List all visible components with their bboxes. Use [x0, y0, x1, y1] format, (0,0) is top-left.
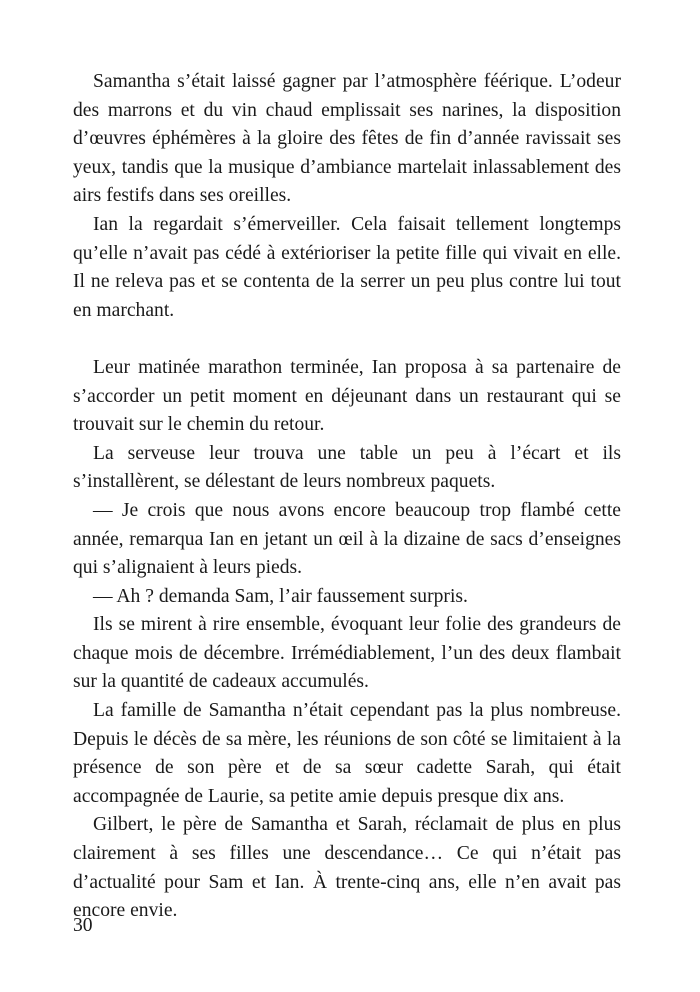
paragraph-laughter: Ils se mirent à rire ensemble, évoquant leur folie des grandeurs de chaque mois de décembre. Irrémédiablement, l’un des deux flambait sur la quantité de cadeaux accumulés.: [73, 614, 621, 693]
paragraph-dialogue-sam: — Ah ? demanda Sam, l’air faussement surpris.: [93, 585, 468, 607]
paragraph-dialogue-ian: — Je crois que nous avons encore beaucoup trop flambé cette année, remarqua Ian en jetant un œil à la dizaine de sacs d’enseignes qui s’alignaient à leurs pieds.: [73, 499, 621, 579]
page-number: 30: [73, 915, 93, 936]
paragraph-lunch-proposal: Leur matinée marathon terminée, Ian proposa à sa partenaire de s’accorder un petit moment en déjeunant dans un restaurant qui se trouvait sur le chemin du retour.: [73, 356, 621, 436]
paragraph-atmosphere: Samantha s’était laissé gagner par l’atmosphère féérique. L’odeur des marrons et du vin chaud emplissait ses narines, la disposition d’œuvres éphémères à la gloire des fêtes de fin d’année ravissait ses yeux, tandis que la musique d’ambiance martelait inlassablement des airs festifs dans ses oreilles.: [73, 71, 621, 207]
paragraph-waitress: La serveuse leur trouva une table un peu à l’écart et ils s’installèrent, se délestant de leurs nombreux paquets.: [73, 442, 621, 493]
paragraph-ian-watching: Ian la regardait s’émerveiller. Cela faisait tellement longtemps qu’elle n’avait pas cédé à extérioriser la petite fille qui vivait en elle. Il ne releva pas et se contenta de la serrer un peu plus contre lui tout en marchant.: [73, 213, 621, 321]
body-text: [73, 68, 621, 926]
paragraph-family: La famille de Samantha n’était cependant pas la plus nombreuse. Depuis le décès de sa mère, les réunions de son côté se limitaient à la présence de son père et de sa sœur cadette Sarah, qui était accompagnée de Laurie, sa petite amie depuis presque dix ans.: [73, 700, 621, 807]
paragraph-gilbert: Gilbert, le père de Samantha et Sarah, réclamait de plus en plus clairement à ses filles une descendance… Ce qui n’était pas d’actualité pour Sam et Ian. À trente-cinq ans, elle n’en avait pas encore envie.: [73, 814, 621, 922]
